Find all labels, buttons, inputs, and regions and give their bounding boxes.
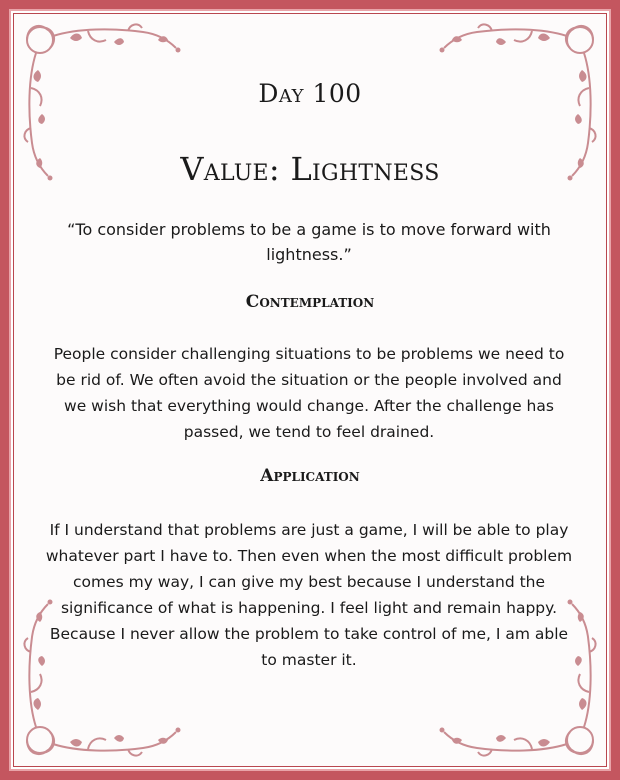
day-label: Day 100 — [258, 79, 362, 108]
contemplation-heading: Contemplation — [245, 292, 375, 312]
value-title: Value: Lightness — [180, 150, 440, 188]
application-text: If I understand that problems are just a game, I will be able to play whatever part I have to. Then even when the most difficult problem comes my way, I can give my best because I understand the significance of what is happening. I feel light and remain happy. Because I never allow the problem to take control of me, I am able to master it. — [45, 521, 573, 669]
contemplation-text: People consider challenging situations to be problems we need to be rid of. We often avoid the situation or the people involved and we wish that everything would change. After the challenge has passed, we tend to feel drained. — [53, 345, 565, 441]
application-heading: Application — [260, 466, 360, 486]
quote: “To consider problems to be a game is to move forward with lightness.” — [67, 220, 551, 264]
